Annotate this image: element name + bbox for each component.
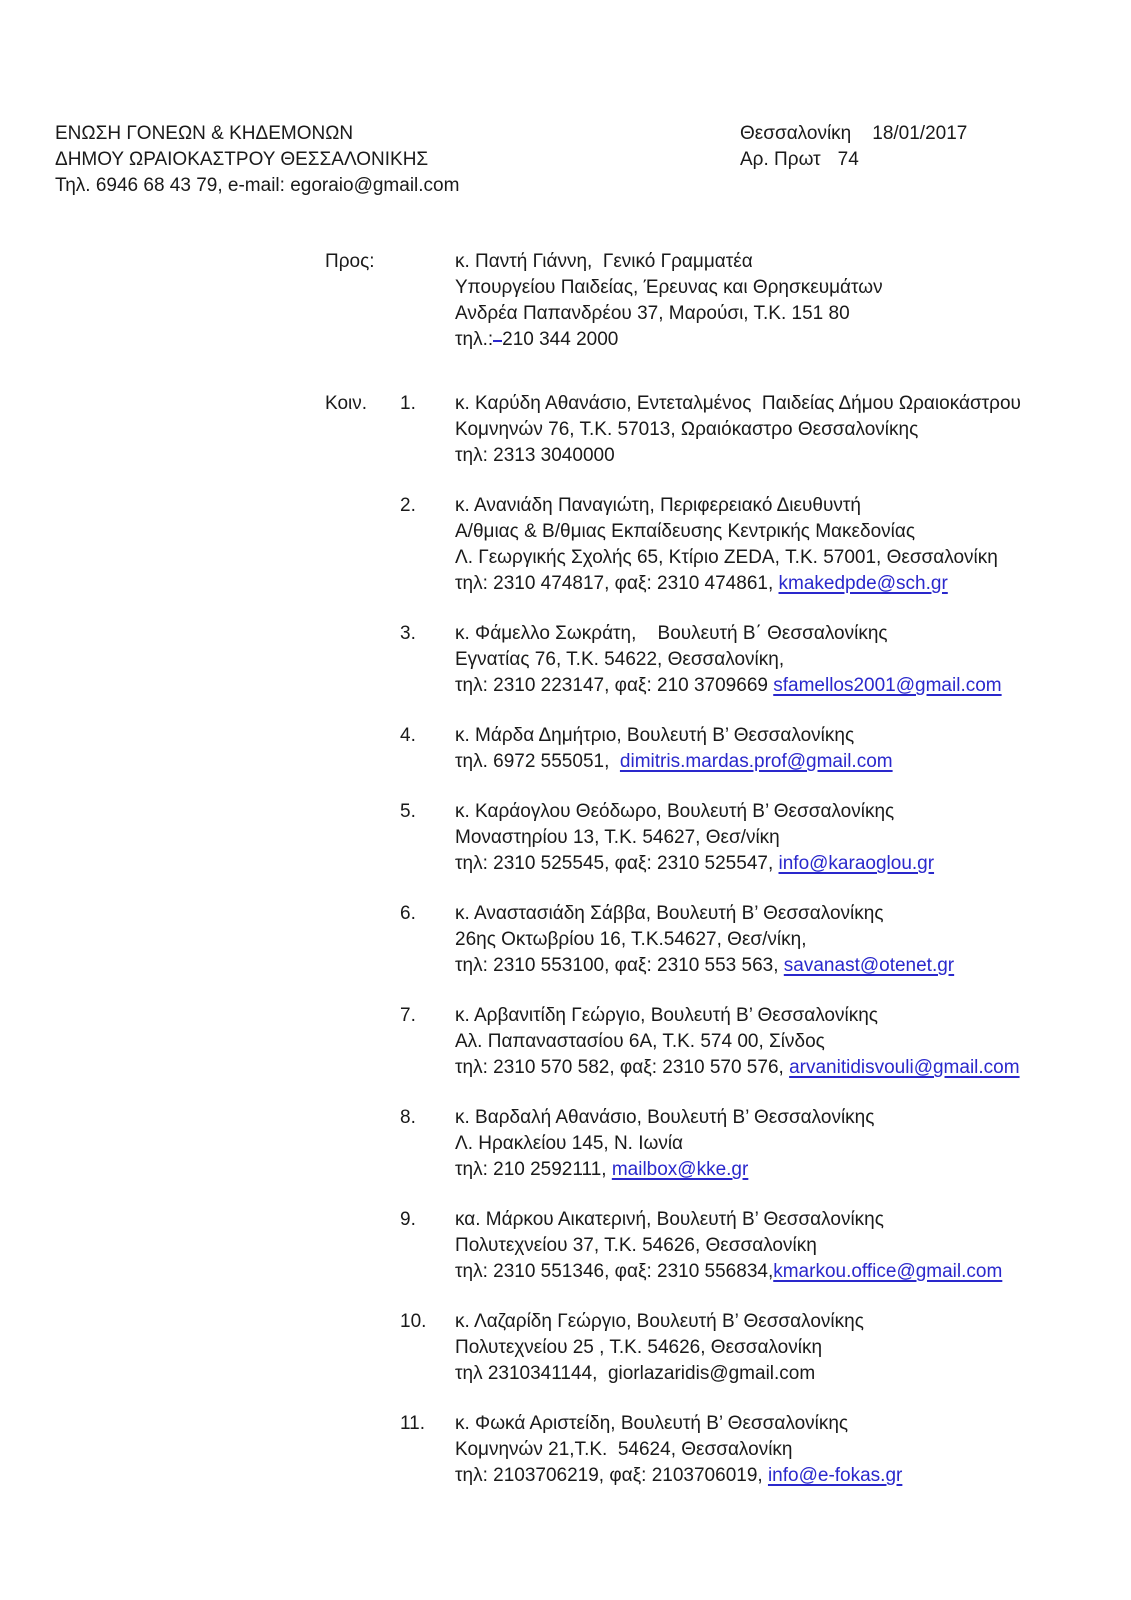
cc-item [325, 1105, 1131, 1183]
text-line [455, 1105, 1131, 1131]
cc-item [325, 391, 1131, 469]
text-run: τηλ: 210 2592111, [455, 1159, 612, 1180]
text-run: κ. Βαρδαλή Αθανάσιο, Βουλευτή Β’ Θεσσαλονίκης [455, 1107, 875, 1128]
text-run: Α/θμιας & Β/θμιας Εκπαίδευσης Κεντρικής Μακεδονίας [455, 521, 916, 542]
text-run: Μοναστηρίου 13, Τ.Κ. 54627, Θεσ/νίκη [455, 827, 780, 848]
date-protocol-block [740, 121, 967, 173]
text-run: κ. Λαζαρίδη Γεώργιο, Βουλευτή Β’ Θεσσαλονίκης [455, 1311, 864, 1332]
text-run: Πολυτεχνείου 37, Τ.Κ. 54626, Θεσσαλονίκη [455, 1235, 817, 1256]
text-line [455, 545, 1131, 571]
cc-item-number: 7. [400, 1005, 416, 1026]
cc-item-number: 10. [400, 1311, 427, 1332]
email-link[interactable]: mailbox@kke.gr [611, 1159, 749, 1180]
text-line [455, 417, 1131, 443]
cc-item-number: 5. [400, 801, 416, 822]
text-line [455, 901, 1131, 927]
text-line [455, 443, 1131, 469]
email-link[interactable]: info@e-fokas.gr [767, 1465, 903, 1486]
cc-item-content [455, 1309, 1131, 1387]
cc-item-content [455, 1003, 1131, 1081]
text-run: κα. Μάρκου Αικατερινή, Βουλευτή Β’ Θεσσαλονίκης [455, 1209, 884, 1230]
text-line [455, 1131, 1131, 1157]
cc-label [325, 1105, 400, 1183]
text-line [455, 723, 1131, 749]
text-run: Υπουργείου Παιδείας, Έρευνας και Θρησκευμάτων [455, 277, 883, 298]
protocol-label: Αρ. Πρωτ [740, 149, 821, 170]
text-line [455, 851, 1131, 877]
text-line [455, 1361, 1131, 1387]
cc-item [325, 901, 1131, 979]
text-line [455, 301, 1131, 327]
text-line [455, 1003, 1131, 1029]
cc-item-content [455, 1411, 1131, 1489]
email-link[interactable]: arvanitidisvouli@gmail.com [789, 1057, 1020, 1078]
text-run: 26ης Οκτωβρίου 16, Τ.Κ.54627, Θεσ/νίκη, [455, 929, 807, 950]
text-line [455, 275, 1131, 301]
text-run: κ. Ανανιάδη Παναγιώτη, Περιφερειακό Διευθυντή [455, 495, 861, 516]
cc-item-content [455, 493, 1131, 597]
text-line [455, 1411, 1131, 1437]
cc-item-content [455, 723, 1131, 775]
cc-item-number: 3. [400, 623, 416, 644]
text-run: κ. Μάρδα Δημήτριο, Βουλευτή Β’ Θεσσαλονίκης [455, 725, 855, 746]
text-run: Ανδρέα Παπανδρέου 37, Μαρούσι, Τ.Κ. 151 80 [455, 303, 850, 324]
cc-label [325, 1309, 400, 1387]
text-line [455, 825, 1131, 851]
text-line [455, 391, 1131, 417]
date-value: 18/01/2017 [872, 123, 968, 144]
cc-item-content [455, 1105, 1131, 1183]
cc-item-content [455, 799, 1131, 877]
cc-item-number: 9. [400, 1209, 416, 1230]
text-run: Λ. Ηρακλείου 145, Ν. Ιωνία [455, 1133, 684, 1154]
text-run: Πολυτεχνείου 25 , Τ.Κ. 54626, Θεσσαλονίκη [455, 1337, 823, 1358]
cc-label [325, 493, 400, 597]
cc-item-number: 4. [400, 725, 416, 746]
text-run: τηλ: 2313 3040000 [455, 445, 615, 466]
cc-item [325, 799, 1131, 877]
recipient-lines [455, 249, 1131, 353]
text-line [455, 493, 1131, 519]
text-run: κ. Καρύδη Αθανάσιο, Εντεταλμένος Παιδείας Δήμου Ωραιοκάστρου [455, 393, 1021, 414]
email-link[interactable]: dimitris.mardas.prof@gmail.com [619, 751, 893, 772]
email-link[interactable]: savanast@otenet.gr [783, 955, 955, 976]
text-line [455, 1207, 1131, 1233]
cc-item [325, 1207, 1131, 1285]
text-line [455, 571, 1131, 597]
text-line [455, 1437, 1131, 1463]
cc-item-number: 1. [400, 393, 416, 414]
cc-label [325, 901, 400, 979]
cc-item [325, 1309, 1131, 1387]
text-run: τηλ: 2310 570 582, φαξ: 2310 570 576, [455, 1057, 790, 1078]
text-run: τηλ: 2310 525545, φαξ: 2310 525547, [455, 853, 779, 874]
cc-label [325, 723, 400, 775]
cc-item [325, 1411, 1131, 1489]
text-run: τηλ. 6972 555051, [455, 751, 620, 772]
text-run: τηλ.: [455, 329, 494, 350]
cc-label: Κοιν. [325, 393, 368, 414]
email-link[interactable]: info@karaoglou.gr [778, 853, 935, 874]
text-line [455, 1259, 1131, 1285]
text-line [455, 1233, 1131, 1259]
cc-item [325, 493, 1131, 597]
text-run: κ. Αρβανιτίδη Γεώργιο, Βουλευτή Β’ Θεσσαλονίκης [455, 1005, 878, 1026]
underline-mark [493, 327, 502, 342]
text-run: τηλ: 2310 551346, φαξ: 2310 556834, [455, 1261, 774, 1282]
text-line [455, 1463, 1131, 1489]
text-line [455, 673, 1131, 699]
sender-contact-line: Τηλ. 6946 68 43 79, e-mail: egoraio@gmail.com [55, 175, 460, 196]
to-label: Προς: [325, 251, 375, 272]
email-link[interactable]: sfamellos2001@gmail.com [773, 675, 1002, 696]
protocol-number: 74 [837, 149, 859, 170]
text-run: κ. Αναστασιάδη Σάββα, Βουλευτή Β’ Θεσσαλονίκης [455, 903, 884, 924]
text-line [455, 647, 1131, 673]
text-run: Κομνηνών 76, Τ.Κ. 57013, Ωραιόκαστρο Θεσσαλονίκης [455, 419, 919, 440]
text-run: Εγνατίας 76, Τ.Κ. 54622, Θεσσαλονίκη, [455, 649, 785, 670]
cc-item-number: 11. [400, 1413, 426, 1434]
sender-org-name: ΕΝΩΣΗ ΓΟΝΕΩΝ & ΚΗΔΕΜΟΝΩΝ [55, 123, 354, 144]
cc-item-number: 6. [400, 903, 416, 924]
cc-item [325, 1003, 1131, 1081]
text-run: κ. Παντή Γιάννη, Γενικό Γραμματέα [455, 251, 753, 272]
letterhead [55, 121, 1091, 199]
cc-item [325, 723, 1131, 775]
cc-item-number: 8. [400, 1107, 416, 1128]
text-run: κ. Φωκά Αριστείδη, Βουλευτή Β’ Θεσσαλονίκης [455, 1413, 849, 1434]
text-line [455, 749, 1131, 775]
city-label: Θεσσαλονίκη [740, 123, 852, 144]
cc-list [0, 391, 1131, 1489]
cc-item-content [455, 391, 1131, 469]
cc-label [325, 1003, 400, 1081]
cc-item-content [455, 1207, 1131, 1285]
cc-label [325, 621, 400, 699]
text-line [455, 1335, 1131, 1361]
text-line [455, 327, 1131, 353]
text-run: Λ. Γεωργικής Σχολής 65, Κτίριο ZEDA, Τ.Κ. 57001, Θεσσαλονίκη [455, 547, 998, 568]
text-line [455, 621, 1131, 647]
cc-label [325, 1411, 400, 1489]
text-run: τηλ 2310341144, giorlazaridis@gmail.com [455, 1363, 816, 1384]
text-run: τηλ: 2310 553100, φαξ: 2310 553 563, [455, 955, 784, 976]
text-run: 210 344 2000 [502, 329, 619, 350]
text-line [455, 1157, 1131, 1183]
cc-item [325, 621, 1131, 699]
text-line [455, 519, 1131, 545]
text-run: τηλ: 2103706219, φαξ: 2103706019, [455, 1465, 768, 1486]
protocol-line [740, 147, 967, 173]
text-run: κ. Καράογλου Θεόδωρο, Βουλευτή Β’ Θεσσαλονίκης [455, 801, 895, 822]
sender-org-municipality: ΔΗΜΟΥ ΩΡΑΙΟΚΑΣΤΡΟΥ ΘΕΣΣΑΛΟΝΙΚΗΣ [55, 149, 429, 170]
text-run: τηλ: 2310 474817, φαξ: 2310 474861, [455, 573, 779, 594]
text-line [455, 1055, 1131, 1081]
text-line [455, 1309, 1131, 1335]
text-run: Αλ. Παπαναστασίου 6Α, Τ.Κ. 574 00, Σίνδος [455, 1031, 825, 1052]
cc-item-content [455, 621, 1131, 699]
text-line [455, 953, 1131, 979]
recipient-block [325, 249, 1131, 353]
text-line [455, 1029, 1131, 1055]
text-run: τηλ: 2310 223147, φαξ: 210 3709669 [455, 675, 774, 696]
city-date-line [740, 121, 967, 147]
email-link[interactable]: kmarkou.office@gmail.com [773, 1261, 1003, 1282]
text-run: Κομνηνών 21,Τ.Κ. 54624, Θεσσαλονίκη [455, 1439, 793, 1460]
text-line [455, 927, 1131, 953]
email-link[interactable]: kmakedpde@sch.gr [778, 573, 948, 594]
cc-label [325, 1207, 400, 1285]
text-run: κ. Φάμελλο Σωκράτη, Βουλευτή Β΄ Θεσσαλονίκης [455, 623, 888, 644]
text-line [455, 249, 1131, 275]
cc-label [325, 799, 400, 877]
cc-item-number: 2. [400, 495, 416, 516]
cc-item-content [455, 901, 1131, 979]
text-line [455, 799, 1131, 825]
